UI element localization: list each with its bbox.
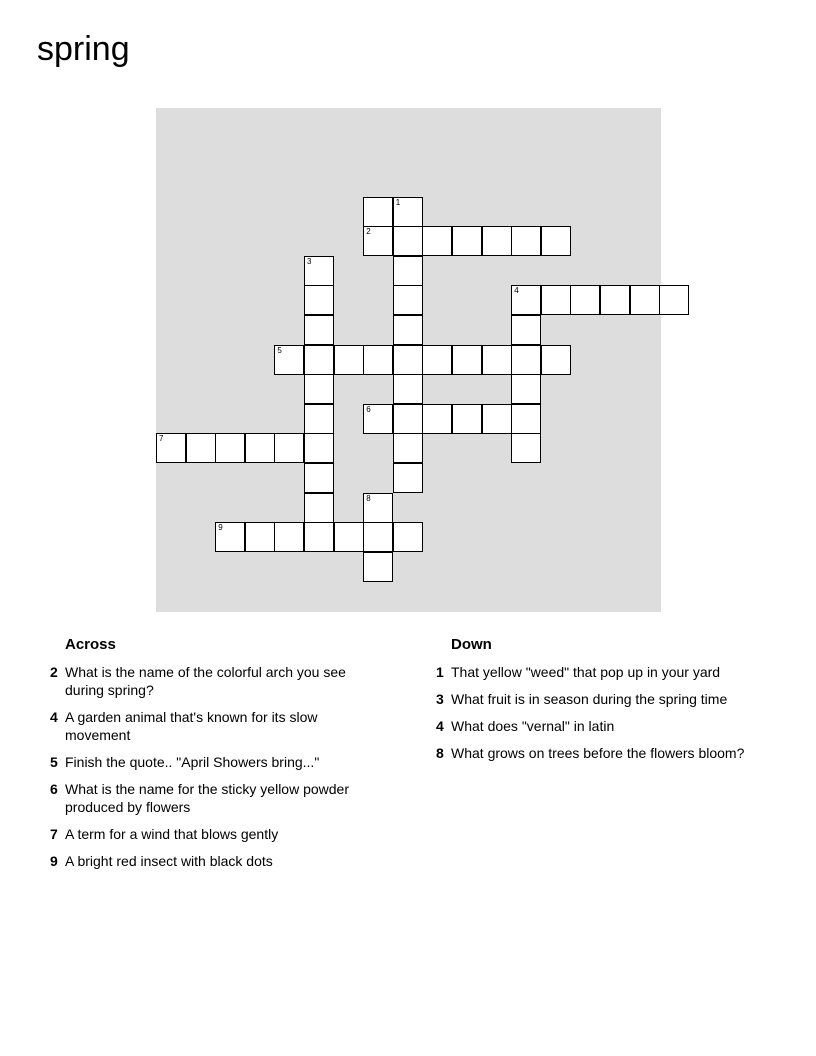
cell-number: 7 [159,434,164,444]
grid-cell[interactable] [363,226,393,256]
grid-cell[interactable] [482,404,512,434]
grid-cell[interactable] [304,522,334,552]
grid-cell[interactable] [363,197,393,227]
grid-cell[interactable] [304,493,334,523]
grid-cell[interactable] [274,522,304,552]
grid-cell[interactable] [304,345,334,375]
clue-number: 4 [436,718,444,734]
grid-cell[interactable] [511,285,541,315]
clue-number: 3 [436,691,444,707]
clue-number: 8 [436,745,444,761]
down-heading: Down [451,636,492,653]
grid-cell[interactable] [659,285,689,315]
grid-cell[interactable] [541,345,571,375]
grid-cell[interactable] [304,404,334,434]
clue-text: What grows on trees before the flowers bloom? [451,745,745,761]
grid-cell[interactable] [215,433,245,463]
clue-number: 2 [50,664,58,680]
grid-cell[interactable] [452,345,482,375]
clue-number: 4 [50,709,58,725]
grid-cell[interactable] [393,404,423,434]
grid-cell[interactable] [511,374,541,404]
grid-cell[interactable] [304,433,334,463]
across-clue [44,753,384,771]
across-clue [44,708,384,744]
grid-cell[interactable] [363,493,393,523]
clue-text: What is the name of the colorful arch you see during spring? [65,664,346,698]
down-clue [430,690,775,708]
clue-text: A term for a wind that blows gently [65,826,279,842]
grid-cell[interactable] [393,522,423,552]
cell-number: 4 [514,286,519,296]
crossword-grid [156,108,661,612]
grid-cell[interactable] [393,315,423,345]
grid-cell[interactable] [600,285,630,315]
clue-text: What is the name for the sticky yellow powder produced by flowers [65,781,350,815]
grid-cell[interactable] [245,433,275,463]
grid-cell[interactable] [363,345,393,375]
grid-cell[interactable] [541,226,571,256]
clue-number: 5 [50,754,58,770]
grid-cell[interactable] [304,256,334,286]
grid-cell[interactable] [156,433,186,463]
grid-cell[interactable] [511,433,541,463]
grid-cell[interactable] [186,433,216,463]
cell-number: 6 [366,404,371,414]
cell-number: 1 [395,197,401,207]
clue-text: A garden animal that's known for its slow movement [65,709,318,743]
grid-cell[interactable] [363,522,393,552]
grid-cell[interactable] [363,404,393,434]
grid-cell[interactable] [245,522,275,552]
grid-cell[interactable] [304,285,334,315]
grid-cell[interactable] [422,404,452,434]
grid-cell[interactable] [511,404,541,434]
across-clue [44,825,384,843]
grid-cell[interactable] [393,463,423,493]
grid-cell[interactable] [363,552,393,582]
across-clues [44,636,384,879]
clue-number: 6 [50,781,58,797]
grid-cell[interactable] [304,463,334,493]
grid-cell[interactable] [334,345,364,375]
cell-number: 3 [307,256,312,266]
grid-cell[interactable] [422,345,452,375]
across-clue [44,663,384,699]
grid-cell[interactable] [215,522,245,552]
grid-cell[interactable] [393,226,423,256]
across-clue [44,852,384,870]
grid-cell[interactable] [630,285,660,315]
grid-cell[interactable] [541,285,571,315]
cell-number: 5 [277,345,282,355]
grid-cell[interactable] [304,374,334,404]
across-clue-list [44,663,384,870]
cell-number: 9 [218,523,223,533]
grid-cell[interactable] [393,433,423,463]
clue-text: Finish the quote.. "April Showers bring..." [65,754,320,770]
grid-cell[interactable] [511,226,541,256]
clue-text: What does "vernal" in latin [451,718,615,734]
grid-cell[interactable] [422,226,452,256]
clue-text: That yellow "weed" that pop up in your yard [451,664,721,680]
down-clue [430,744,775,762]
page-title: spring [37,30,130,68]
cell-number: 2 [366,227,371,237]
across-heading: Across [65,636,116,653]
grid-cell[interactable] [393,256,423,286]
grid-cell[interactable] [570,285,600,315]
grid-cell[interactable] [274,433,304,463]
grid-cell[interactable] [482,226,512,256]
down-clues [430,636,775,771]
clue-text: A bright red insect with black dots [65,853,273,869]
grid-cell[interactable] [511,345,541,375]
grid-cell[interactable] [393,374,423,404]
down-clue-list [430,663,775,762]
grid-cell[interactable] [482,345,512,375]
clue-number: 9 [50,853,58,869]
grid-cell[interactable] [334,522,364,552]
grid-cell[interactable] [393,285,423,315]
clue-text: What fruit is in season during the spring time [451,691,728,707]
grid-cell[interactable] [511,315,541,345]
grid-cell[interactable] [274,345,304,375]
cell-number: 8 [366,493,371,503]
grid-cell[interactable] [452,404,482,434]
grid-cell[interactable] [393,197,423,227]
grid-cell[interactable] [304,315,334,345]
down-clue [430,717,775,735]
grid-cell[interactable] [452,226,482,256]
grid-cell[interactable] [393,345,423,375]
clue-number: 1 [436,664,444,680]
down-clue [430,663,775,681]
across-clue [44,780,384,816]
clue-number: 7 [50,826,58,842]
